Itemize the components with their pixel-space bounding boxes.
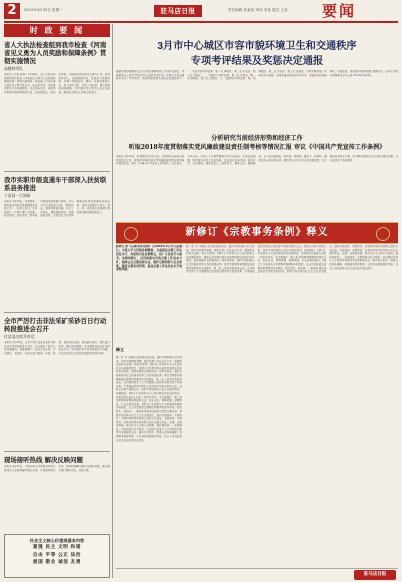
top-article — [116, 70, 398, 134]
regulation-body: 第一条 为了保障公民宗教信仰自由，维护宗教和睦与社会和谐，规范宗教事务管理，提高宗教工作法治化水平，根据宪法和有关法律，制定本条例。【释义】本条是关于立法目的和立法依据的规定。保障公民宗教信仰自由是我国宪法规定的基本原则，是党和国家长期坚持的一项基本政策。维护宗教和睦与社会和谐是宗教工作的重要任务。规范宗教事务管理是依法管理宗教事务的必然要求。第二条 公民有宗教信仰自由。任何组织或者个人不得强制公民信仰宗教或者不信仰宗教，不得歧视信仰宗教的公民或者不信仰宗教的公民。信教公民和不信教公民、信仰不同宗教的公民应当相互尊重、和睦相处。【释义】本条是关于公民宗教信仰自由的规定。宗教信仰自由是公民的一项基本权利，受法律保护。第三条 宗教事务管理坚持保护合法、制止非法、遏制极端、抵御渗透、打击犯罪的原则。【释义】本条是关于宗教事务管理原则的规定。这五句话是依法管理宗教事务的基本原则，相互联系、有机统一。第四条 国家依法保护正常的宗教活动，积极引导宗教与社会主义社会相适应，维护宗教团体、宗教院校、宗教活动场所和信教公民的合法权益。宗教团体、宗教院校、宗教活动场所和信教公民应当遵守宪法、法律、法规和规章，践行社会主义核心价值观，维护国家统一、民族团结、宗教和睦与社会稳定。任何组织或者个人不得利用宗教进行危害国家安全、破坏社会秩序、损害公民身体健康、妨碍国家教育制度，以及其他损害国家利益、社会公共利益和公民合法权益等违法活动。 — [186, 245, 398, 274]
religion-banner — [116, 222, 398, 244]
page-footer — [116, 568, 398, 581]
regulation-subhead: 释义 — [116, 347, 124, 352]
column-head: 时 政 要 闻 — [4, 24, 110, 37]
article-2-body: 本报讯 4月29日，市委常委、组织部长到联系县调研脱贫攻坚工作。一行深入乡村，走访贫困户，详细了解产业发展、就业帮扶、危房改造、教育医疗保障等政策落实情况，并与乡村干部座谈交流。调研指出，要坚持精准方略，压实工作责任，聚焦短板弱项，巩固脱贫成果，以更加扎实的作风确保高质量完成脱贫攻坚任务。各级干部要沉下身子、深入一线，真正把心思和精力用在帮扶群众增收致富上。 — [4, 200, 110, 218]
page-number: 2 — [4, 3, 20, 19]
issue-date: 2019年4月30日 星期二 — [24, 8, 63, 12]
regulation-article — [116, 245, 398, 565]
mid-headline: 分析研究当前经济形势和经济工作 — [211, 135, 303, 142]
article-1-byline: 高继辉带队 — [4, 66, 23, 71]
mid-subheadline: 听取2018年度贯彻落实党风廉政建设责任制考核等情况汇报 审议《中国共产党宣传工作条例》 — [128, 144, 386, 151]
section-title: 要闻 — [322, 2, 357, 20]
article-1-title: 省人大执法检查组到我市检查《河南省见义勇为人员奖励和保障条例》贯彻实施情况 — [4, 41, 107, 65]
left-column — [4, 24, 110, 578]
regulation-intro: 新修订的《宗教事务条例》自2018年2月1日起施行。为深入学习贯彻条例精神，全面提高宗教工作法治化水平，本报特刊发条例释义，供广大读者学习参考。条例的修订，是贯彻落实党的宗教工作基本方针，保障公民宗教信仰自由，维护宗教和睦与社会和谐，规范宗教事务管理，提高宗教工作法治化水平的重要举措。 — [116, 245, 182, 272]
main-headline-line-2: 专项考评结果及奖惩决定通报 — [190, 56, 324, 67]
core-values-title: 社会主义核心价值观基本内容 — [29, 538, 85, 543]
article-3-body: 本报讯 4月29日，全市严厉打击非法采矿采砂百日行动转段推进会召开。会议通报了前段工作开展情况，安排部署下一阶段重点任务。会议要求，各县区、各有关部门要进一步统一思想，保持高压态势，坚持露头就打，强化部门联动，健全长效机制，坚决遏制非法采矿采砂违法行为，切实保护好生态环境和矿产资源，为全市经济社会高质量发展营造良好环境。 — [4, 341, 110, 355]
regulation-first-column — [116, 245, 182, 565]
masthead-logo: 驻马店日报 — [154, 5, 202, 17]
top-article-body: 根据市城市管理委员会关于城市管理考评工作的有关规定，市城管委办公室对3月份市中心城区市容市貌、环境卫生和交通秩序进行了专项考评。现将考评结果及奖惩决定通报如下：一、市容市貌考评结果：第一名 驿城区；第二名 开发区；第三名 高新区。二、环境卫生考评结果：第一名 开发区；第二名 驿城区；第三名 高新区。三、交通秩序考评结果：第一名 驿城区；第二名 开发区；第三名 高新区。对考评排名第一的单位给予奖励，对排名靠后的单位进行约谈。希望各单位再接再厉，巩固成果，持续提升城市精细化管理水平。驻马店市城市管理委员会办公室 2019年4月29日 — [116, 70, 398, 81]
column-divider — [112, 24, 113, 578]
divider — [4, 312, 110, 313]
article-2-title: 我市实职市级直通车干部深入扶贫联系县务推进 — [4, 176, 107, 192]
article-3-title: 全市严厉打击非法采矿采砂百日行动转段推进会召开 — [4, 317, 107, 333]
mid-article-body: 本报讯 4月29日，市委常委会召开会议，分析研究当前经济形势和经济工作，听取2018年度落实党风廉政建设责任制考核等情况汇报，审议《中国共产党宣传工作条例》。会议指出，今年以来，全市上下认真贯彻落实中央和省委、市委决策部署，坚持稳中求进工作总基调，经济运行总体平稳、稳中有进。会议强调，要坚定信心，保持定力，聚焦重点，精准施策，全力以赴稳增长、促改革、调结构、惠民生、防风险，确保完成全年目标任务。要坚持以人民为中心的发展思想，扎实推进各项民生实事，切实解决好群众关心的热点难点问题。会议还研究了其他事项。 — [116, 155, 398, 166]
ornament-icon — [376, 227, 390, 241]
main-headline-line-1: 3月市中心城区市容市貌环境卫生和交通秩序 — [157, 41, 357, 52]
article-1-body: 本报讯（记者 张某）4月29日，省人大执法检查组到我市检查《河南省见义勇为人员奖励和保障条例》贯彻实施情况。检查组一行先后深入县区见义勇为基金会、派出所等地，实地察看相关工作开展情况，并召开座谈会，听取我市贯彻实施条例情况汇报。检查组指出，驻马店市委、市政府高度重视见义勇为工作，条例宣传深入，奖励保障到位，弘扬正气氛围浓厚，取得了明显成效。要进一步提高思想认识，加大宣传力度，完善工作机制，落实奖励和保障措施，切实维护见义勇为人员合法权益，推动见义勇为工作再上新台阶。 — [4, 73, 110, 94]
core-values-line: 富强 民主 文明 和谐 — [32, 545, 82, 550]
editor-credits: 责任编辑 张某某 审读 李某 版式 王某 — [228, 8, 288, 12]
article-4-body: 本报讯 4月29日，市政府有关负责同志到市长热线办公室现场接听群众来电，认真倾听群众诉求，现场协调解决群众反映的问题，要求相关部门限时办结，及时反馈。 — [4, 465, 110, 472]
article-4-title: 现场接听热线 解决反映问题 — [4, 456, 83, 464]
core-values-box — [4, 534, 110, 578]
footer-logo: 驻马店日报 — [354, 570, 396, 580]
regulation-body-part: 第一条 为了保障公民宗教信仰自由，维护宗教和睦与社会和谐，规范宗教事务管理，提高宗教工作法治化水平，根据宪法和有关法律，制定本条例。【释义】本条是关于立法目的和立法依据的规定。保障公民宗教信仰自由是我国宪法规定的基本原则，是党和国家长期坚持的一项基本政策。维护宗教和睦与社会和谐是宗教工作的重要任务。规范宗教事务管理是依法管理宗教事务的必然要求。第二条 公民有宗教信仰自由。任何组织或者个人不得强制公民信仰宗教或者不信仰宗教，不得歧视信仰宗教的公民或者不信仰宗教的公民。信教公民和不信教公民、信仰不同宗教的公民应当相互尊重、和睦相处。【释义】本条是关于公民宗教信仰自由的规定。宗教信仰自由是公民的一项基本权利，受法律保护。第三条 宗教事务管理坚持保护合法、制止非法、遏制极端、抵御渗透、打击犯罪的原则。【释义】本条是关于宗教事务管理原则的规定。这五句话是依法管理宗教事务的基本原则，相互联系、有机统一。第四条 国家依法保护正常的宗教活动，积极引导宗教与社会主义社会相适应，维护宗教团体、宗教院校、宗教活动场所和信教公民的合法权益。宗教团体、宗教院校、宗教活动场所和信教公民应当遵守宪法、法律、法规和规章，践行社会主义核心价值观，维护国家统一、民族团结、宗教和睦与社会稳定。任何组织或者个人不得利用宗教进行危害国家安全、破坏社会秩序、损害公民身体健康、妨碍国家教育制度，以及其他损害国家利益、社会公共利益和公民合法权益等违法活动。 — [116, 356, 182, 442]
divider — [4, 171, 110, 172]
divider — [4, 451, 110, 452]
article-2-byline: 于某同一行调研 — [4, 193, 31, 198]
page-header — [4, 3, 398, 23]
banner-title: 新修订《宗教事务条例》释义 — [185, 227, 329, 238]
article-3-byline: 付某某出席并讲话 — [4, 334, 35, 339]
ornament-icon — [124, 227, 138, 241]
core-values-line: 自由 平等 公正 法治 — [32, 552, 82, 558]
core-values-line: 爱国 敬业 诚信 友善 — [32, 560, 82, 565]
